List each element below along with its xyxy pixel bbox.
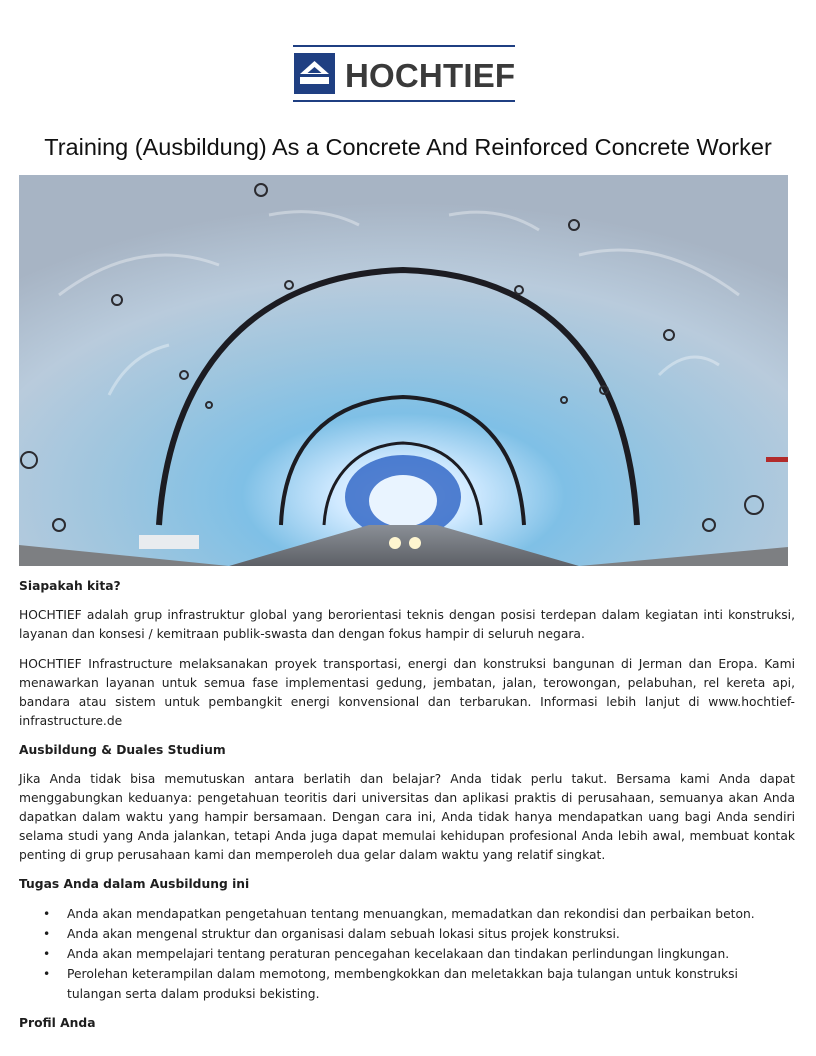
list-item: [19, 944, 795, 964]
bullet-icon: •: [43, 967, 51, 981]
hochtief-logo: [293, 45, 515, 103]
list-item-text: Anda akan mengenal struktur dan organisasi dalam sebuah lokasi situs projek konstruksi.: [67, 927, 620, 941]
hochtief-mark-icon: [294, 53, 335, 94]
list-item-text: Anda akan mendapatkan pengetahuan tentang menuangkan, memadatkan dan rekondisi dan perbaikan beton.: [67, 907, 755, 921]
section-heading-study: Ausbildung & Duales Studium: [19, 743, 226, 757]
study-paragraph: Jika Anda tidak bisa memutuskan antara berlatih dan belajar? Anda tidak perlu takut. Bersama kami Anda dapat menggabungkan keduanya: pengetahuan teoritis dari universitas dan aplikasi praktis di perusahaan, semuanya akan Anda dapatkan dalam waktu yang hampir bersamaan. Dengan cara ini, Anda tidak hanya mendapatkan uang bagi Anda sendiri selama studi yang Anda jalankan, tetapi Anda juga dapat memulai kehidupan profesional Anda lebih awal, membuat kontak penting di grup perusahaan kami dan memperoleh dua gelar dalam waktu yang relatif singkat.: [19, 772, 795, 862]
tasks-list: [19, 904, 795, 1004]
list-item: [19, 964, 795, 1004]
logo-rule-bottom: [293, 100, 515, 102]
list-item: [19, 924, 795, 944]
bullet-icon: •: [43, 947, 51, 961]
list-item-text: Perolehan keterampilan dalam memotong, membengkokkan dan meletakkan baja tulangan untuk konstruksi tulangan serta dalam produksi bekisting.: [67, 967, 738, 1001]
section-heading-profile: Profil Anda: [19, 1016, 96, 1030]
list-item: [19, 904, 795, 924]
document-body: [19, 577, 795, 1033]
bullet-icon: •: [43, 907, 51, 921]
brand-name: HOCHTIEF: [345, 57, 516, 94]
list-item-text: Anda akan mempelajari tentang peraturan pencegahan kecelakaan dan tindakan perlindungan lingkungan.: [67, 947, 730, 961]
bullet-icon: •: [43, 927, 51, 941]
section-heading-about: Siapakah kita?: [19, 579, 121, 593]
about-paragraph-2: HOCHTIEF Infrastructure melaksanakan proyek transportasi, energi dan konstruksi bangunan di Jerman dan Eropa. Kami menawarkan layanan untuk semua fase implementasi gedung, jembatan, jalan, terowongan, pelabuhan, rel kereta api, bandara atau sistem untuk pembangkit energi konvensional dan terbarukan. Informasi lebih lanjut di www.hochtief-infrastructure.de: [19, 657, 795, 728]
tunnel-photo: [19, 175, 788, 566]
section-heading-tasks: Tugas Anda dalam Ausbildung ini: [19, 877, 250, 891]
about-paragraph-1: HOCHTIEF adalah grup infrastruktur global yang berorientasi teknis dengan posisi terdepan dalam kegiatan inti konstruksi, layanan dan konsesi / kemitraan publik-swasta dan dengan fokus hampir di seluruh negara.: [19, 608, 795, 641]
page-title: Training (Ausbildung) As a Concrete And Reinforced Concrete Worker: [44, 134, 772, 160]
logo-rule-top: [293, 45, 515, 47]
